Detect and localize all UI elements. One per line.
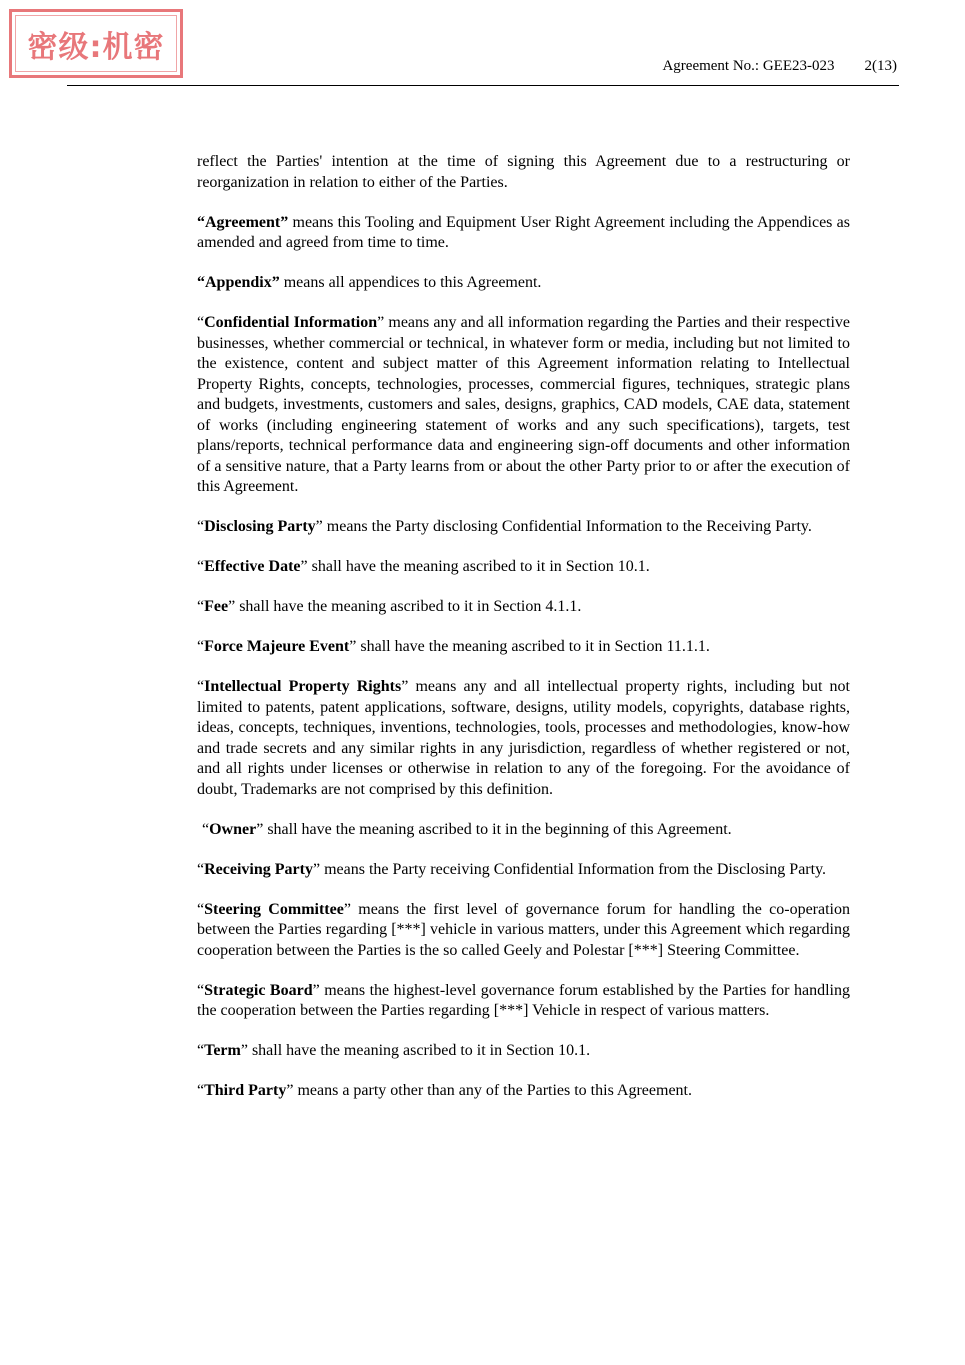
term: Receiving Party [204, 860, 313, 878]
page-number: 2(13) [864, 58, 897, 74]
definition-third-party: “Third Party” means a party other than any of the Parties to this Agreement. [197, 1082, 692, 1099]
term: Agreement [205, 213, 281, 231]
term: Steering Committee [204, 900, 344, 918]
definitions-body [197, 152, 850, 1121]
term: Intellectual Property Rights [204, 678, 402, 695]
agreement-number: Agreement No.: GEE23-023 [662, 58, 835, 74]
term: Third Party [204, 1082, 287, 1099]
term: Confidential Information [204, 314, 378, 331]
term: Appendix [205, 274, 272, 291]
term: Effective Date [204, 558, 301, 575]
page-header [662, 58, 897, 75]
definition-owner: “Owner” shall have the meaning ascribed to it in the beginning of this Agreement. [202, 820, 732, 838]
definition-appendix: “Appendix” means all appendices to this Agreement. [197, 274, 542, 291]
definition-force-majeure-event: “Force Majeure Event” shall have the meaning ascribed to it in Section 11.1.1. [197, 638, 710, 655]
definition-intellectual-property-rights: “Intellectual Property Rights” means any and all intellectual property rights, including but not limited to patents, patent applications, software, designs, utility models, copyrights, database rights, ideas, concepts, techniques, inventions, technologies, tools, processes and methodologies, know-how and trade secrets and any similar rights in any jurisdiction, regardless of whether registered or not, and all rights under licenses or otherwise in relation to any of the foregoing. For the avoidance of doubt, Trademarks are not comprised by this definition. [197, 678, 851, 798]
definition-steering-committee: “Steering Committee” means the first level of governance forum for handling the co-operation between the Parties regarding [***] vehicle in various matters, under this Agreement which regarding cooperation between the Parties is the so called Geely and Polestar [***] Steering Committee. [197, 900, 851, 959]
definition-receiving-party: “Receiving Party” means the Party receiving Confidential Information from the Disclosing Party. [197, 860, 827, 878]
definition-term: “Term” shall have the meaning ascribed to it in Section 10.1. [197, 1042, 591, 1059]
definition-confidential-information: “Confidential Information” means any and all information regarding the Parties and their respective businesses, whether commercial or technical, in whatever form or media, including but not limited to the existence, content and subject matter of this Agreement information relating to Intellectual Property Rights, concepts, technologies, processes, commercial figures, techniques, strategic plans and budgets, investments, customers and sales, designs, graphics, CAD models, CAE data, statement of works (including engineering statement of works and any such specifications), targets, test plans/reports, technical performance data and engineering sign-off documents and other information of a sensitive nature, that a Party learns from or about the other Party prior to or after the execution of this Agreement. [197, 314, 850, 495]
term: Fee [204, 598, 229, 615]
term: Owner [209, 820, 257, 838]
header-rule [67, 85, 899, 86]
definition-agreement: “Agreement” means this Tooling and Equipment User Right Agreement including the Appendices as amended and agreed from time to time. [197, 213, 850, 251]
definition-disclosing-party: “Disclosing Party” means the Party disclosing Confidential Information to the Receiving Party. [197, 518, 812, 535]
term: Force Majeure Event [204, 638, 350, 655]
term: Term [204, 1042, 241, 1059]
definition-continuation: reflect the Parties' intention at the time of signing this Agreement due to a restructuring or reorganization in relation to either of the Parties. [197, 153, 850, 191]
definition-strategic-board: “Strategic Board” means the highest-level governance forum established by the Parties for handling the cooperation between the Parties regarding [***] Vehicle in respect of various matters. [197, 981, 850, 1019]
confidential-stamp: 密级:机密 [9, 9, 183, 78]
term: Strategic Board [204, 981, 313, 999]
definition-effective-date: “Effective Date” shall have the meaning ascribed to it in Section 10.1. [197, 558, 650, 575]
term: Disclosing Party [204, 518, 316, 535]
definition-fee: “Fee” shall have the meaning ascribed to it in Section 4.1.1. [197, 598, 582, 615]
